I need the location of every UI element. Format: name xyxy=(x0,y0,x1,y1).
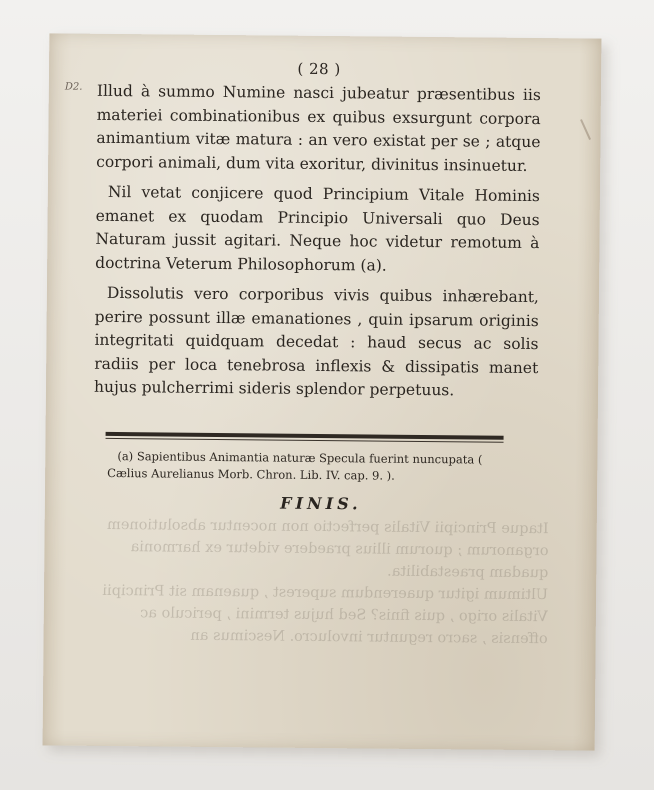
paragraph-1: Illud à summo Numine nasci jubeatur præsentibus iis materiei combinationibus ex quibus exsurgunt corpora animantium vitæ matura : an vero existat per se ; atque corpori animali, dum vita exoritur, divinitus insinuetur. xyxy=(96,81,541,175)
paragraph-3: Dissolutis vero corporibus vivis quibus inhærebant, perire possunt illæ emanationes , quin ipsarum originis integritati quidquam decedat : haud secus ac solis radiis per loca tenebrosa inflexis & dissipatis manet hujus pulcherrimi sideris splendor perpetuus. xyxy=(93,283,540,400)
paragraph-2: Nil vetat conjicere quod Principium Vitale Hominis emanet ex quodam Principio Universali quo Deus Naturam jussit agitari. Neque hoc videtur remotum à doctrina Veterum Philosophorum (a). xyxy=(95,182,540,275)
main-text xyxy=(94,58,541,411)
bleed-line-1: Itaque Principii Vitalis perfectio non nocentur absolutionem organorum ; quorum illius praedere videtur ex harmonia quadam praestabilita. xyxy=(106,516,549,582)
page-number: ( 28 ) xyxy=(297,59,341,79)
bleed-through-text xyxy=(88,514,549,650)
footnote: (a) Sapientibus Animantia naturæ Specula fuerint nuncupata ( Cælius Aurelianus Morb. Chron. Lib. IV. cap. 9. ). xyxy=(107,449,483,483)
paper-crease xyxy=(580,119,591,140)
bleed-line-2: Ultimum igitur quaerendum superest , quaenam sit Principii Vitalis origo , quis finis? Sed hujus termini , periculo ac offensis , sacro reguntur involucro. Nescimus an xyxy=(102,582,549,648)
book-page xyxy=(43,33,602,750)
finis-heading: FINIS. xyxy=(280,493,362,514)
margin-note: D2. xyxy=(64,81,83,93)
